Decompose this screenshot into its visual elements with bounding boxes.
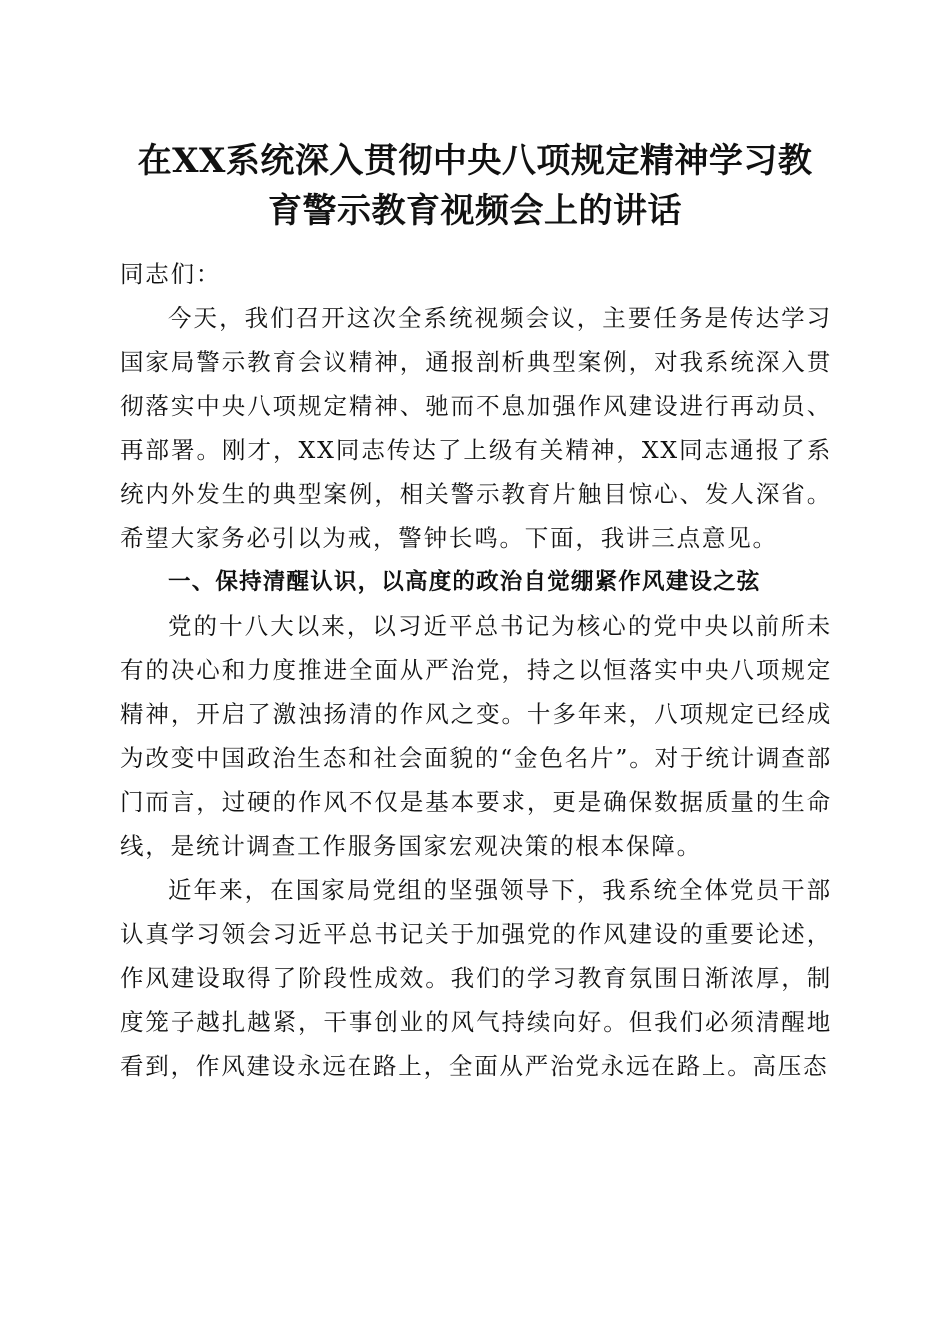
section-heading-1: 一、保持清醒认识，以高度的政治自觉绷紧作风建设之弦 — [168, 569, 761, 595]
document-title — [100, 136, 850, 236]
title-line-1: 在XX系统深入贯彻中央八项规定精神学习教 — [137, 141, 813, 181]
paragraph-intro: 今天，我们召开这次全系统视频会议，主要任务是传达学习国家局警示教育会议精神，通报剖析典型案例，对我系统深入贯彻落实中央八项规定精神、驰而不息加强作风建设进行再动员、再部署。刚才，XX同志传达了上级有关精神，XX同志通报了系统内外发生的典型案例，相关警示教育片触目惊心、发人深省。希望大家务必引以为戒，警钟长鸣。下面，我讲三点意见。 — [120, 304, 832, 552]
title-line-2: 育警示教育视频会上的讲话 — [268, 191, 682, 231]
paragraph-2: 党的十八大以来，以习近平总书记为核心的党中央以前所未有的决心和力度推进全面从严治党，持之以恒落实中央八项规定精神，开启了激浊扬清的作风之变。十多年来，八项规定已经成为改变中国政治生态和社会面貌的“金色名片”。对于统计调查部门而言，过硬的作风不仅是基本要求，更是确保数据质量的生命线，是统计调查工作服务国家宏观决策的根本保障。 — [120, 612, 832, 860]
paragraph-3: 近年来，在国家局党组的坚强领导下，我系统全体党员干部认真学习领会习近平总书记关于加强党的作风建设的重要论述，作风建设取得了阶段性成效。我们的学习教育氛围日渐浓厚，制度笼子越扎越紧，干事创业的风气持续向好。但我们必须清醒地看到，作风建设永远在路上，全面从严治党永远在路上。高压态 — [120, 876, 832, 1080]
salutation: 同志们： — [120, 260, 222, 288]
document-body — [120, 252, 832, 1088]
